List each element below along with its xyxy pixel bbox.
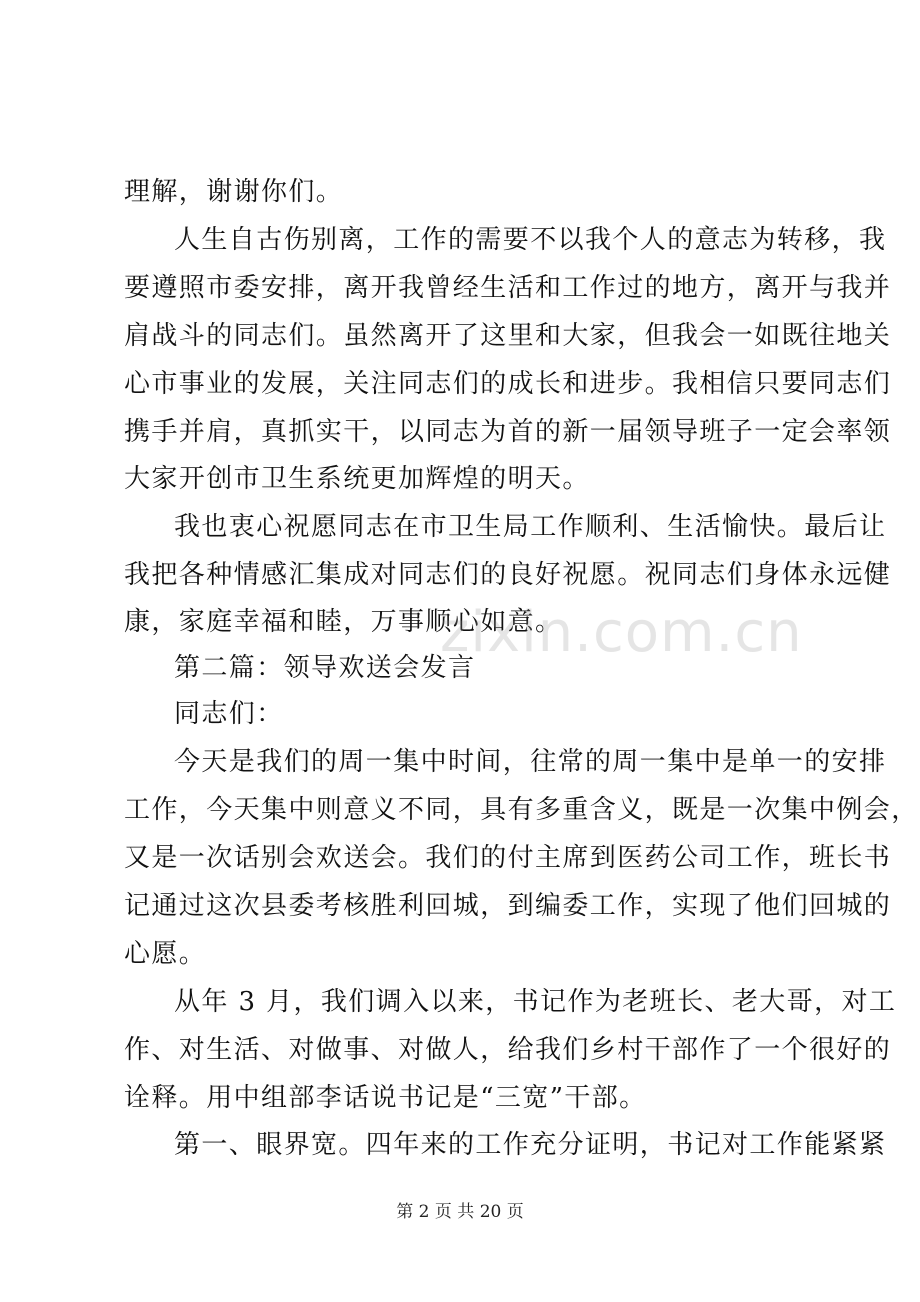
text-line: 第一、眼界宽。四年来的工作充分证明，书记对工作能紧紧 (174, 1130, 887, 1160)
text-line: 作、对生活、对做事、对做人，给我们乡村干部作了一个很好的 (124, 1035, 892, 1065)
text-line: 肩战斗的同志们。虽然离开了这里和大家，但我会一如既往地关 (124, 321, 892, 351)
text-line: 心愿。 (124, 939, 207, 969)
section-heading: 第二篇：领导欢送会发言 (174, 653, 476, 683)
text-line: 诠释。用中组部李话说书记是“三宽”干部。 (124, 1083, 647, 1113)
salutation: 同志们： (174, 699, 284, 729)
text-line: 记通过这次县委考核胜利回城，到编委工作，实现了他们回城的 (124, 891, 892, 921)
text-line: 从年 3 月，我们调入以来，书记作为老班长、老大哥，对工 (174, 987, 897, 1017)
text-line: 康，家庭幸福和睦，万事顺心如意。 (124, 607, 563, 637)
text-line: 我也衷心祝愿同志在市卫生局工作顺利、生活愉快。最后让 (174, 512, 887, 542)
text-line: 大家开创市卫生系统更加辉煌的明天。 (124, 464, 590, 494)
watermark: zixin.com.cn (440, 600, 803, 665)
text-line: 人生自古伤别离，工作的需要不以我个人的意志为转移，我 (174, 225, 887, 255)
text-line: 携手并肩，真抓实干，以同志为首的新一届领导班子一定会率领 (124, 417, 892, 447)
text-line: 我把各种情感汇集成对同志们的良好祝愿。祝同志们身体永远健 (124, 560, 892, 590)
text-line: 工作，今天集中则意义不同，具有多重含义，既是一次集中例会， (124, 795, 919, 825)
text-line: 今天是我们的周一集中时间，往常的周一集中是单一的安排 (174, 747, 887, 777)
text-line: 要遵照市委安排，离开我曾经生活和工作过的地方，离开与我并 (124, 273, 892, 303)
text-line: 心市事业的发展，关注同志们的成长和进步。我相信只要同志们 (124, 369, 892, 399)
text-line: 又是一次话别会欢送会。我们的付主席到医药公司工作，班长书 (124, 843, 892, 873)
text-line: 理解，谢谢你们。 (124, 177, 344, 207)
page-number-footer: 第 2 页 共 20 页 (396, 1202, 524, 1222)
